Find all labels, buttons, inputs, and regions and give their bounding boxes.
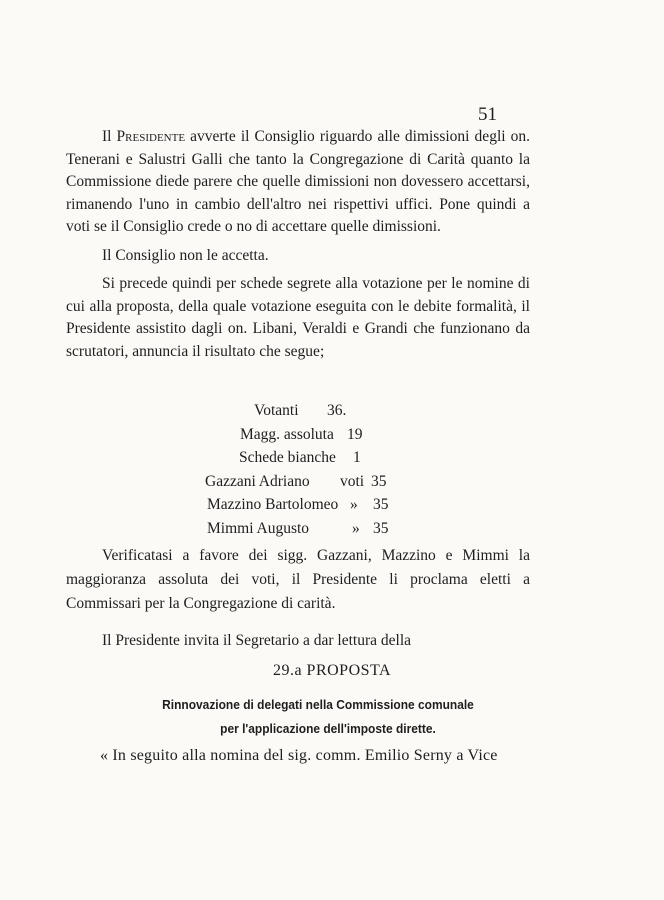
body-text <box>66 126 530 363</box>
paragraph-proclamation: Verificatasi a favore dei sigg. Gazzani, Mazzino e Mimmi la maggioranza assoluta dei voti, il Presidente li proclama eletti a Commissari per la Congregazione di carità. <box>66 547 530 612</box>
vote-results <box>0 402 664 543</box>
paragraph-council-decision: Il Consiglio non le accetta. <box>102 246 269 264</box>
speaker-name: Presidente <box>116 128 186 145</box>
candidate-row: Mimmi Augusto » 35 <box>207 519 389 537</box>
paragraph-president-resignations: Il Presidente avverte il Consiglio riguardo alle dimissioni degli on. Tenerani e Salustri Galli che tanto la Congregazione di Carità quanto la Commissione diede parere che quelle dimissioni non dovessero accettarsi, rimanendo l'uno in cambio dell'altro nei rispettivi uffici. Pone quindi a voti se il Consiglio crede o no di accettare quelle dimissioni. <box>66 128 530 235</box>
proposal-subtitle-line1: Rinnovazione di delegati nella Commissione comunale <box>162 697 474 712</box>
majority-row: Magg. assoluta 19 <box>240 425 363 443</box>
proposal-opening-line: « In seguito alla nomina del sig. comm. Emilio Serny a Vice <box>100 747 498 764</box>
page-number: 51 <box>478 104 497 125</box>
candidate-row: Mazzino Bartolomeo » 35 <box>207 496 389 513</box>
paragraph-invite-secretary: Il Presidente invita il Segretario a dar lettura della <box>102 632 412 649</box>
votanti-row: Votanti 36. <box>254 402 347 419</box>
paragraph-secret-ballot: Si precede quindi per schede segrete alla votazione per le nomine di cui alla proposta, della quale votazione eseguita con le debite formalità, il Presidente assistito dagli on. Libani, Veraldi e Grandi che funzionano da scrutatori, annuncia il risultato che segue; <box>66 275 530 360</box>
lower-text <box>66 544 530 616</box>
blank-ballots-row: Schede bianche 1 <box>239 449 361 466</box>
proposal-subtitle-line2: per l'applicazione dell'imposte dirette. <box>220 721 436 736</box>
candidate-row: Gazzani Adriano voti 35 <box>205 472 387 490</box>
proposal-title: 29.a PROPOSTA <box>272 662 392 679</box>
